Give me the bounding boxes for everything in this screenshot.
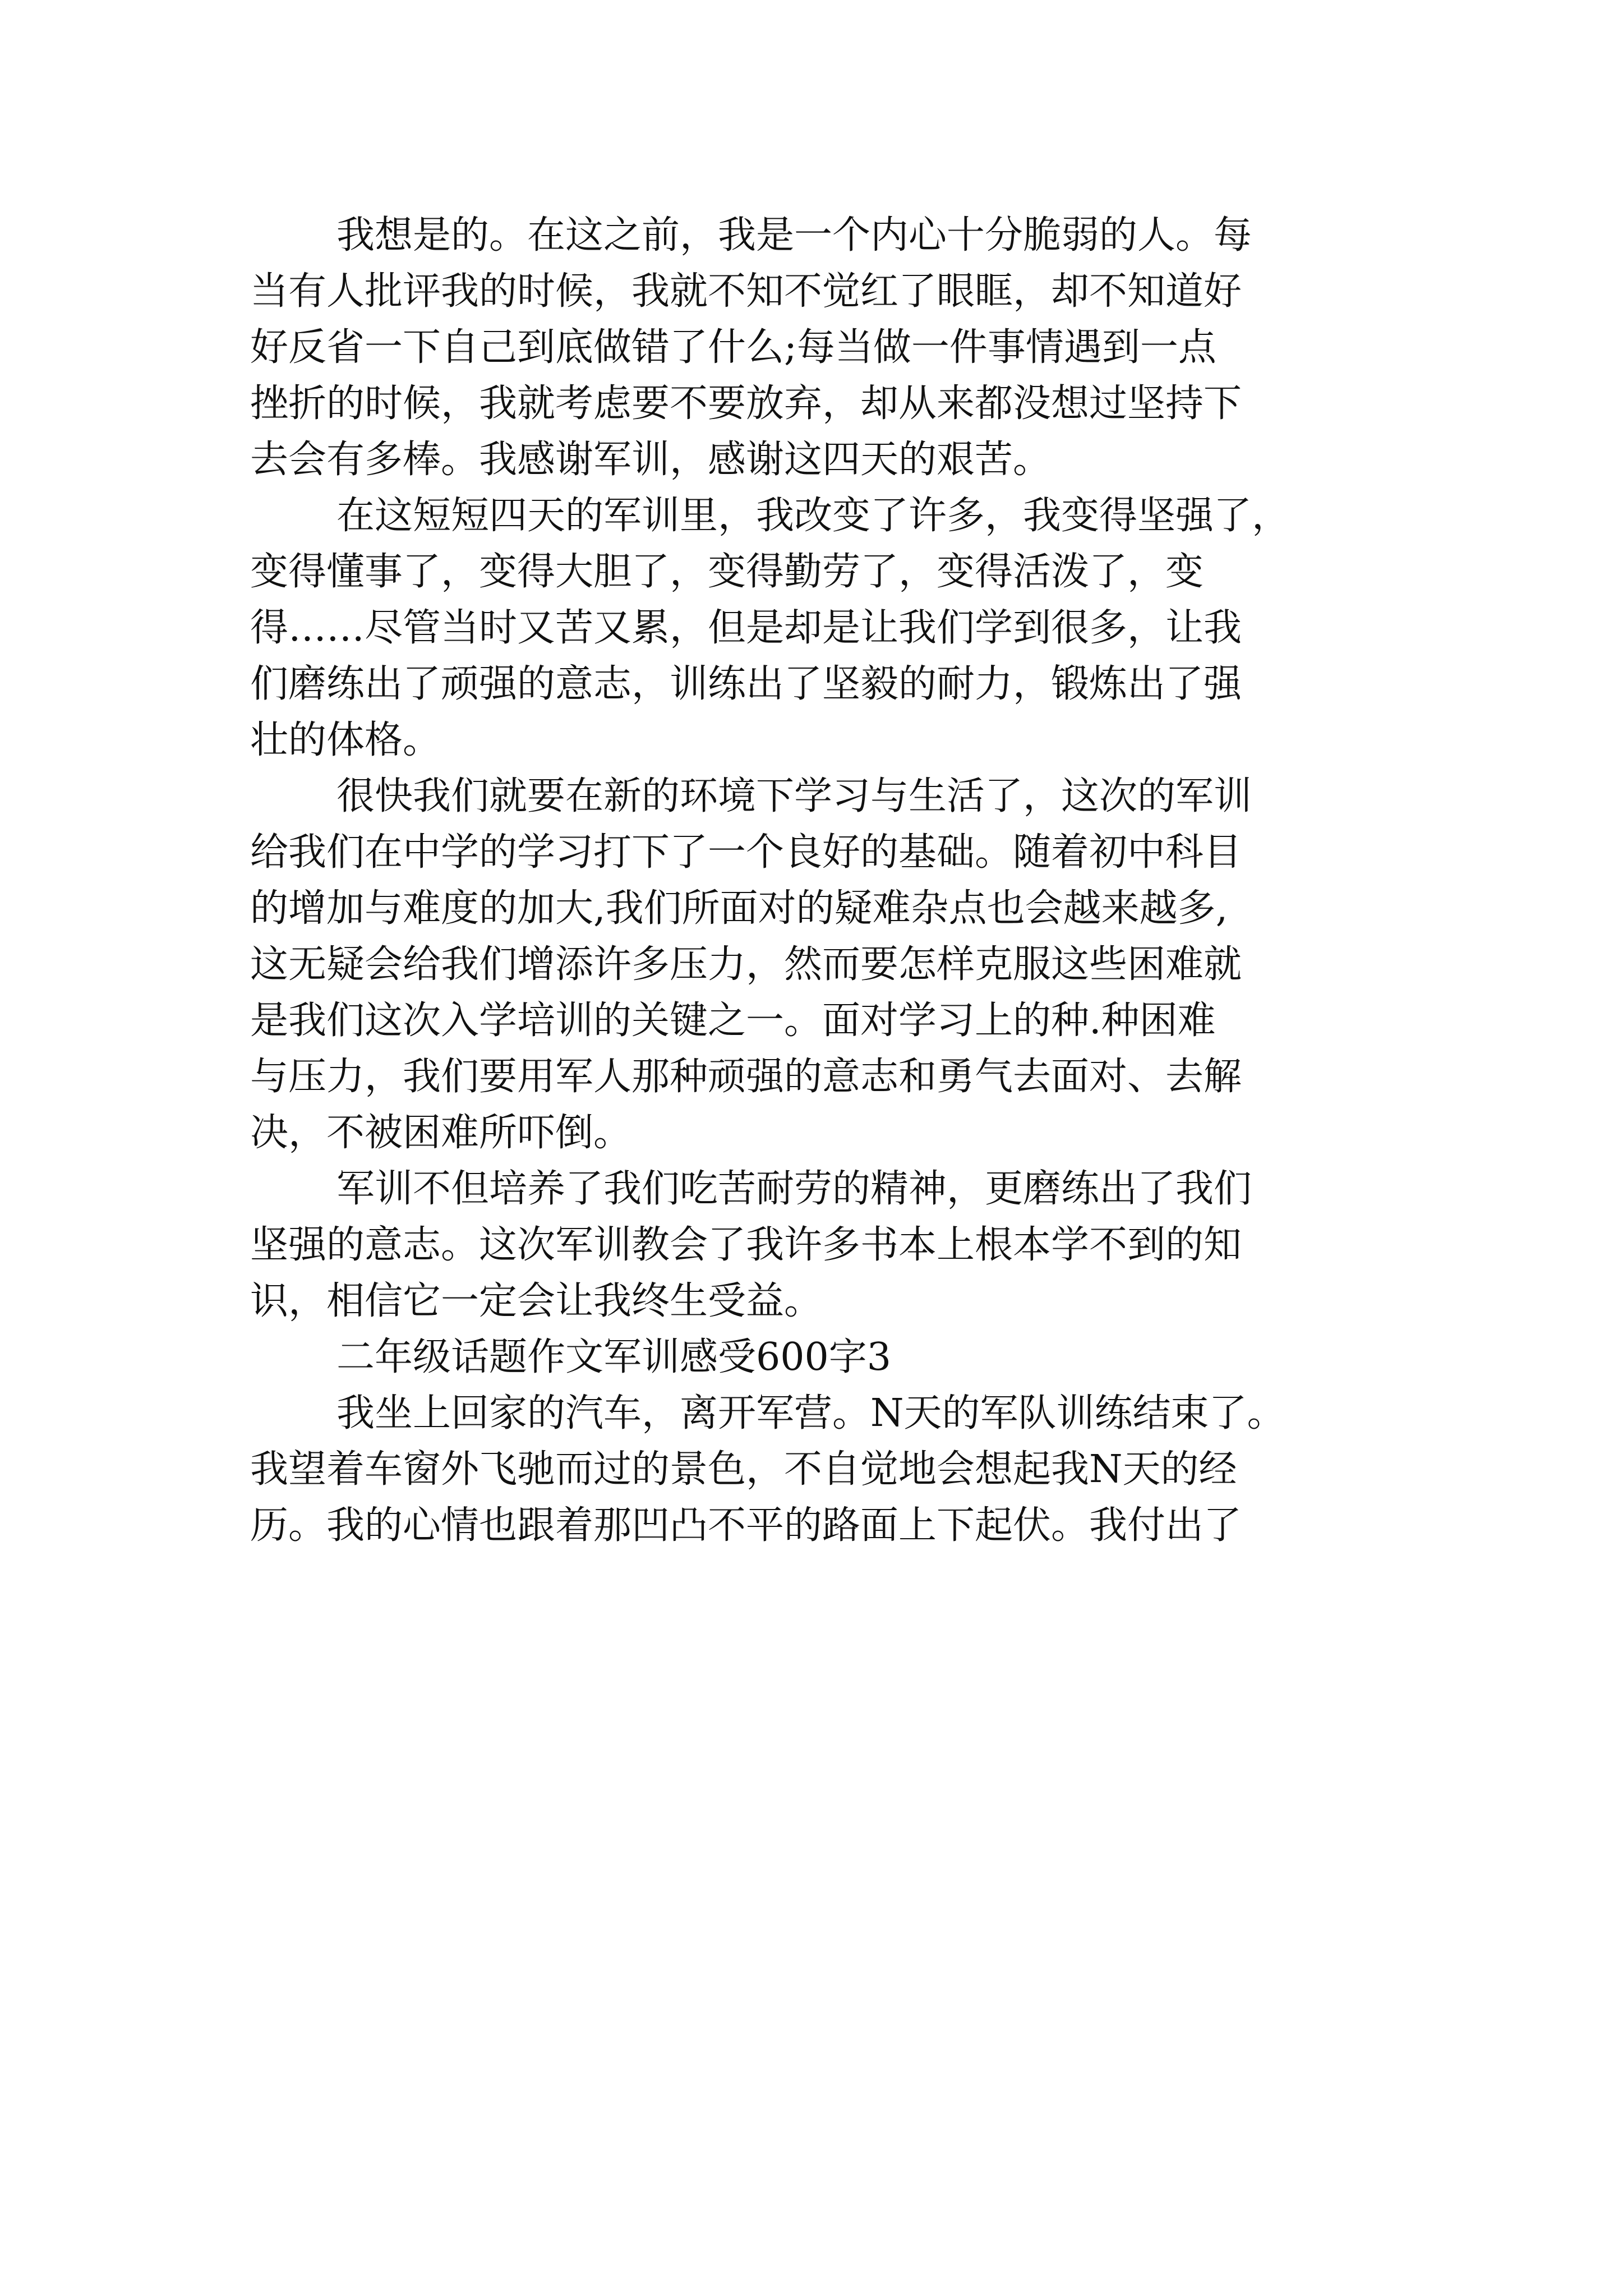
- paragraph-line: 变得懂事了，变得大胆了，变得勤劳了，变得活泼了，变: [250, 550, 1204, 594]
- paragraph-line: 壮的体格。: [250, 718, 441, 762]
- section-heading: 二年级话题作文军训感受600字3: [336, 1335, 892, 1379]
- paragraph-line: 很快我们就要在新的环境下学习与生活了，这次的军训: [336, 774, 1252, 818]
- paragraph-line: 决，不被困难所吓倒。: [250, 1111, 632, 1155]
- paragraph-line: 好反省一下自己到底做错了什么;每当做一件事情遇到一点: [250, 325, 1216, 370]
- paragraph-line: 我想是的。在这之前，我是一个内心十分脆弱的人。每: [336, 213, 1252, 257]
- paragraph-line: 去会有多棒。我感谢军训，感谢这四天的艰苦。: [250, 438, 1052, 482]
- paragraph-line: 挫折的时候，我就考虑要不要放弃，却从来都没想过坚持下: [250, 381, 1242, 426]
- paragraph-line: 坚强的意志。这次军训教会了我许多书本上根本学不到的知: [250, 1223, 1242, 1267]
- paragraph-line: 给我们在中学的学习打下了一个良好的基础。随着初中科目: [250, 830, 1242, 875]
- paragraph-line: 当有人批评我的时候，我就不知不觉红了眼眶，却不知道好: [250, 269, 1242, 314]
- paragraph-line: 我坐上回家的汽车，离开军营。N天的军队训练结束了。: [336, 1391, 1285, 1435]
- document-body: [250, 208, 1400, 1554]
- paragraph-line: 这无疑会给我们增添许多压力，然而要怎样克服这些困难就: [250, 942, 1242, 987]
- paragraph-line: 我望着车窗外飞驰而过的景色，不自觉地会想起我N天的经: [250, 1447, 1237, 1492]
- paragraph-line: 与压力，我们要用军人那种顽强的意志和勇气去面对、去解: [250, 1055, 1242, 1099]
- paragraph-line: 是我们这次入学培训的关键之一。面对学习上的种.种困难: [250, 999, 1216, 1043]
- paragraph-line: 的增加与难度的加大,我们所面对的疑难杂点也会越来越多,: [250, 886, 1228, 931]
- paragraph-line: 在这短短四天的军训里，我改变了许多，我变得坚强了，: [336, 494, 1290, 538]
- paragraph-line: 们磨练出了顽强的意志，训练出了坚毅的耐力，锻炼出了强: [250, 662, 1242, 706]
- paragraph-line: 识，相信它一定会让我终生受益。: [250, 1279, 823, 1323]
- paragraph-line: 历。我的心情也跟着那凹凸不平的路面上下起伏。我付出了: [250, 1503, 1242, 1548]
- paragraph-line: 得……尽管当时又苦又累，但是却是让我们学到很多，让我: [250, 606, 1242, 650]
- paragraph-line: 军训不但培养了我们吃苦耐劳的精神，更磨练出了我们: [336, 1167, 1252, 1211]
